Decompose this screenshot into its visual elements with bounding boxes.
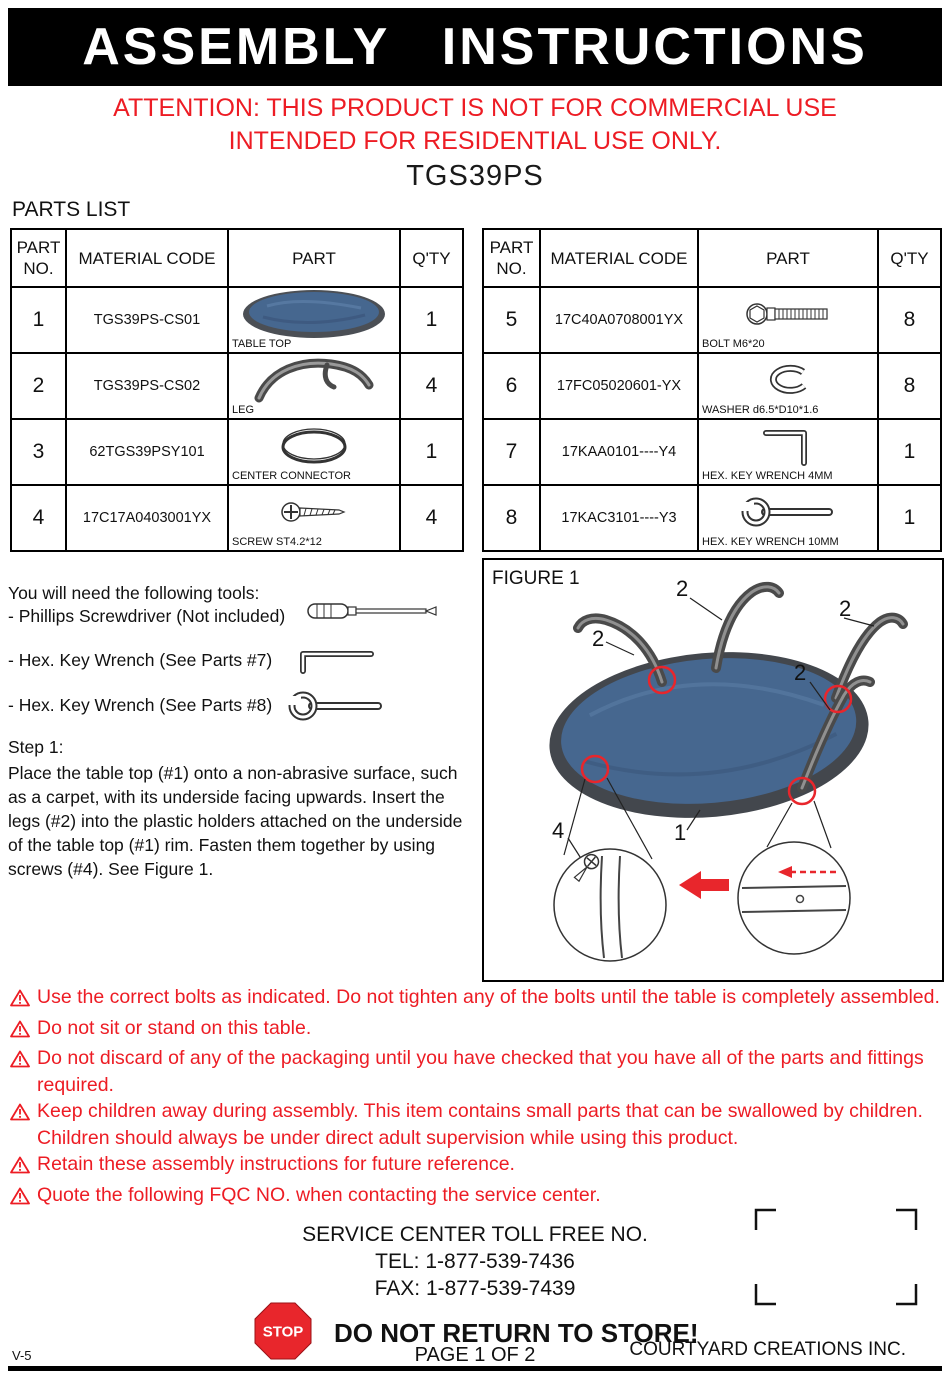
- table-row: [11, 485, 463, 551]
- warning-text: Quote the following FQC NO. when contacting the service center.: [37, 1183, 601, 1206]
- material-code-cell: 17KAC3101----Y3: [540, 485, 698, 551]
- qty-cell: 8: [878, 287, 941, 353]
- material-code-cell: 17FC05020601-YX: [540, 353, 698, 419]
- center-connector-icon: [229, 420, 399, 472]
- attention-line2: INTENDED FOR RESIDENTIAL USE ONLY.: [228, 127, 722, 155]
- part-cell: [228, 353, 400, 419]
- part-no-cell: 1: [11, 287, 66, 353]
- part-no-cell: 2: [11, 353, 66, 419]
- figure1-diagram: [484, 560, 938, 975]
- part-no-cell: 4: [11, 485, 66, 551]
- qty-cell: 1: [878, 485, 941, 551]
- service-center-fax: FAX: 1-877-539-7439: [374, 1277, 576, 1300]
- part-label: SCREW ST4.2*12: [232, 536, 322, 548]
- page-title: ASSEMBLY INSTRUCTIONS: [82, 18, 868, 76]
- screw-icon: [229, 486, 399, 538]
- figure1-title: FIGURE 1: [492, 568, 580, 589]
- col-header-part-no: PART NO.: [11, 229, 66, 287]
- company-name: COURTYARD CREATIONS INC.: [629, 1339, 906, 1360]
- tool-item-hex-key-8: - Hex. Key Wrench (See Parts #8): [8, 695, 273, 715]
- part-cell: [228, 485, 400, 551]
- parts-table-left: [10, 228, 464, 552]
- registration-marks: [752, 1206, 920, 1313]
- bolt-icon: [699, 288, 877, 340]
- red-arrow-icon: [679, 871, 729, 899]
- material-code-cell: 17KAA0101----Y4: [540, 419, 698, 485]
- hex-key-10mm-wrench-icon: [699, 486, 877, 538]
- part-no-cell: 6: [483, 353, 540, 419]
- col-header-material-code: MATERIAL CODE: [540, 229, 698, 287]
- table-row: [11, 419, 463, 485]
- tool-item-screwdriver: - Phillips Screwdriver (Not included): [8, 606, 286, 626]
- warning-item: [8, 1151, 944, 1182]
- figure-label-leg-4: 2: [794, 660, 807, 685]
- part-no-cell: 7: [483, 419, 540, 485]
- figure-detail-right-circle: [738, 842, 850, 954]
- part-cell: [698, 485, 878, 551]
- table-row: [11, 287, 463, 353]
- page-number: PAGE 1 OF 2: [414, 1344, 536, 1366]
- part-label: WASHER d6.5*D10*1.6: [702, 404, 819, 416]
- part-label: TABLE TOP: [232, 338, 292, 350]
- table-top-icon: [229, 288, 399, 340]
- warning-icon: [10, 1019, 30, 1046]
- qty-cell: 1: [878, 419, 941, 485]
- part-no-cell: 5: [483, 287, 540, 353]
- warnings-list: [8, 984, 944, 1212]
- washer-icon: [699, 354, 877, 406]
- figure-label-screw: 4: [552, 818, 565, 843]
- attention-line1: ATTENTION: THIS PRODUCT IS NOT FOR COMMERCIAL USE: [113, 94, 837, 122]
- tool-item-hex-key-7: - Hex. Key Wrench (See Parts #7): [8, 650, 273, 670]
- table-header-row: [483, 229, 941, 287]
- table-row: [483, 485, 941, 551]
- part-cell: [698, 287, 878, 353]
- col-header-part: PART: [228, 229, 400, 287]
- service-center-tel: TEL: 1-877-539-7436: [375, 1250, 575, 1273]
- table-row: [11, 353, 463, 419]
- header-bar: [8, 8, 942, 86]
- col-header-qty: Q'TY: [400, 229, 463, 287]
- part-cell: [698, 419, 878, 485]
- tools-intro: You will need the following tools:: [8, 583, 260, 603]
- qty-cell: 4: [400, 353, 463, 419]
- warning-item: [8, 1015, 944, 1046]
- figure-detail-left-circle: [554, 849, 666, 961]
- warning-item: [8, 984, 944, 1015]
- warning-icon: [10, 1155, 30, 1182]
- col-header-part: PART: [698, 229, 878, 287]
- screwdriver-icon: [306, 599, 438, 628]
- warning-icon: [10, 1186, 30, 1213]
- warning-item: [8, 1098, 944, 1151]
- warning-item: [8, 1045, 944, 1098]
- material-code-cell: TGS39PS-CS02: [66, 353, 228, 419]
- figure-label-leg-2: 2: [676, 576, 689, 601]
- hex-key-4mm-icon: [699, 420, 877, 472]
- col-header-part-no: PART NO.: [483, 229, 540, 287]
- material-code-cell: 17C40A0708001YX: [540, 287, 698, 353]
- wrench-tool-icon: [288, 690, 384, 727]
- qty-cell: 4: [400, 485, 463, 551]
- version-label: V-5: [12, 1348, 32, 1363]
- do-not-return-text: DO NOT RETURN TO STORE!: [334, 1318, 699, 1348]
- col-header-material-code: MATERIAL CODE: [66, 229, 228, 287]
- warning-text: Retain these assembly instructions for future reference.: [37, 1153, 515, 1175]
- table-header-row: [11, 229, 463, 287]
- warning-text: Do not sit or stand on this table.: [37, 1016, 312, 1039]
- part-cell: [228, 419, 400, 485]
- service-center-title: SERVICE CENTER TOLL FREE NO.: [302, 1223, 648, 1246]
- material-code-cell: TGS39PS-CS01: [66, 287, 228, 353]
- warning-icon: [10, 1049, 30, 1076]
- figure-label-leg-3: 2: [839, 596, 852, 621]
- figure-label-leg-1: 2: [592, 626, 605, 651]
- warning-text: Do not discard of any of the packaging until you have checked that you have all of the parts and fittings required.: [37, 1047, 924, 1096]
- model-number: TGS39PS: [406, 160, 544, 192]
- step1-title: Step 1:: [8, 737, 64, 757]
- part-cell: [228, 287, 400, 353]
- table-row: [483, 353, 941, 419]
- material-code-cell: 62TGS39PSY101: [66, 419, 228, 485]
- warning-text: Use the correct bolts as indicated. Do not tighten any of the bolts until the table is completely assembled.: [37, 986, 940, 1008]
- qty-cell: 8: [878, 353, 941, 419]
- part-no-cell: 3: [11, 419, 66, 485]
- part-label: BOLT M6*20: [702, 338, 765, 350]
- material-code-cell: 17C17A0403001YX: [66, 485, 228, 551]
- bottom-rule: [8, 1366, 942, 1371]
- attention-notice: [0, 92, 950, 158]
- leg-icon: [229, 354, 399, 406]
- stop-label: STOP: [262, 1323, 304, 1341]
- figure1-box: [482, 558, 944, 982]
- warning-icon: [10, 1102, 30, 1129]
- figure-label-table-top: 1: [674, 820, 687, 845]
- part-no-cell: 8: [483, 485, 540, 551]
- warning-icon: [10, 988, 30, 1015]
- table-row: [483, 419, 941, 485]
- part-label: HEX. KEY WRENCH 4MM: [702, 470, 833, 482]
- table-row: [483, 287, 941, 353]
- qty-cell: 1: [400, 419, 463, 485]
- warning-text: Keep children away during assembly. This item contains small parts that can be swallowed by children. Children should always be under direct adult supervision while using this product.: [37, 1100, 923, 1149]
- part-label: LEG: [232, 404, 255, 416]
- step1-body: Place the table top (#1) onto a non-abrasive surface, such as a carpet, with its underside facing upwards. Insert the legs (#2) into the plastic holders attached on the underside of the table top (#1) rim. Fasten them together by using screws (#4). See Figure 1.: [8, 763, 463, 879]
- part-cell: [698, 353, 878, 419]
- part-label: CENTER CONNECTOR: [232, 470, 351, 482]
- col-header-qty: Q'TY: [878, 229, 941, 287]
- parts-table-right: [482, 228, 942, 552]
- parts-list-title: PARTS LIST: [12, 198, 131, 221]
- hex-key-tool-icon: [296, 648, 376, 679]
- part-label: HEX. KEY WRENCH 10MM: [702, 536, 839, 548]
- qty-cell: 1: [400, 287, 463, 353]
